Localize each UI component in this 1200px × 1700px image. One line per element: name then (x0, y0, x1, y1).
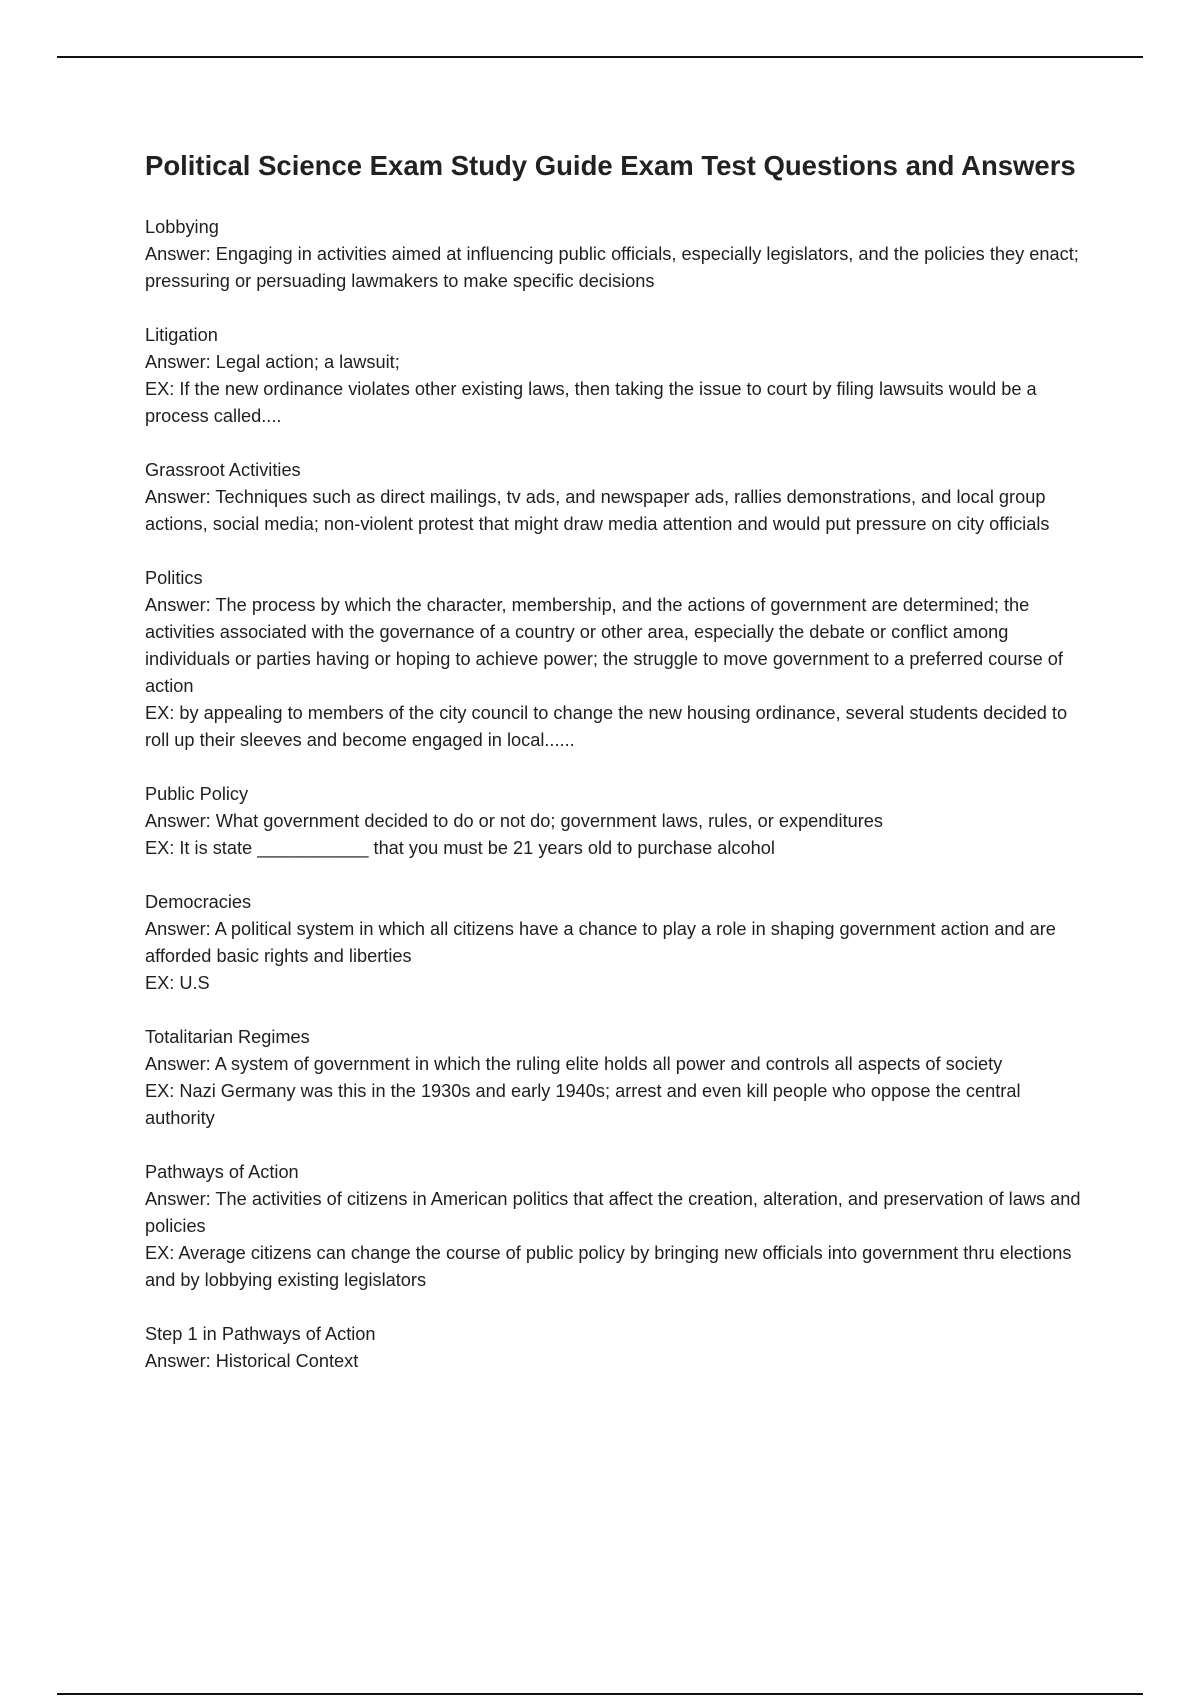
qa-item (145, 457, 1095, 538)
qa-answer: Answer: Legal action; a lawsuit; (145, 352, 400, 372)
qa-item (145, 889, 1095, 997)
qa-answer: Answer: Techniques such as direct mailings, tv ads, and newspaper ads, rallies demonstrations, and local group actions, social media; non-violent protest that might draw media attention and would put pressure on city officials (145, 487, 1050, 534)
qa-term: Litigation (145, 325, 218, 345)
qa-term: Democracies (145, 892, 252, 912)
qa-term: Step 1 in Pathways of Action (145, 1324, 376, 1344)
qa-term: Grassroot Activities (145, 460, 301, 480)
qa-answer: Answer: The activities of citizens in American politics that affect the creation, alteration, and preservation of laws and policies (145, 1189, 1081, 1236)
qa-item (145, 1024, 1095, 1132)
qa-answer: Answer: Engaging in activities aimed at influencing public officials, especially legislators, and the policies they enact; pressuring or persuading lawmakers to make specific decisions (145, 244, 1079, 291)
qa-answer: Answer: Historical Context (145, 1351, 359, 1371)
qa-term: Public Policy (145, 784, 249, 804)
qa-answer: Answer: A system of government in which the ruling elite holds all power and controls all aspects of society (145, 1054, 1003, 1074)
qa-example: EX: If the new ordinance violates other existing laws, then taking the issue to court by filing lawsuits would be a process called.... (145, 379, 1037, 426)
qa-term: Lobbying (145, 217, 219, 237)
qa-term: Politics (145, 568, 203, 588)
qa-item (145, 781, 1095, 862)
footer-rule (57, 1693, 1143, 1695)
qa-item (145, 1321, 1095, 1375)
document-title: Political Science Exam Study Guide Exam Test Questions and Answers (145, 150, 1076, 181)
document-body (145, 146, 1095, 1402)
qa-answer: Answer: A political system in which all citizens have a chance to play a role in shaping government action and are afforded basic rights and liberties (145, 919, 1056, 966)
qa-example: EX: It is state ___________ that you must be 21 years old to purchase alcohol (145, 838, 775, 858)
qa-item (145, 565, 1095, 754)
qa-answer: Answer: The process by which the character, membership, and the actions of government are determined; the activities associated with the governance of a country or other area, especially the debate or conflict among individuals or parties having or hoping to achieve power; the struggle to move government to a preferred course of action (145, 595, 1063, 696)
qa-example: EX: Nazi Germany was this in the 1930s and early 1940s; arrest and even kill people who oppose the central authority (145, 1081, 1021, 1128)
qa-item (145, 214, 1095, 295)
qa-example: EX: U.S (145, 973, 210, 993)
qa-term: Totalitarian Regimes (145, 1027, 310, 1047)
qa-term: Pathways of Action (145, 1162, 299, 1182)
header-rule (57, 56, 1143, 58)
qa-example: EX: Average citizens can change the course of public policy by bringing new officials into government thru elections and by lobbying existing legislators (145, 1243, 1072, 1290)
qa-item (145, 1159, 1095, 1294)
qa-example: EX: by appealing to members of the city council to change the new housing ordinance, several students decided to roll up their sleeves and become engaged in local...... (145, 703, 1068, 750)
qa-answer: Answer: What government decided to do or not do; government laws, rules, or expenditures (145, 811, 883, 831)
qa-item (145, 322, 1095, 430)
